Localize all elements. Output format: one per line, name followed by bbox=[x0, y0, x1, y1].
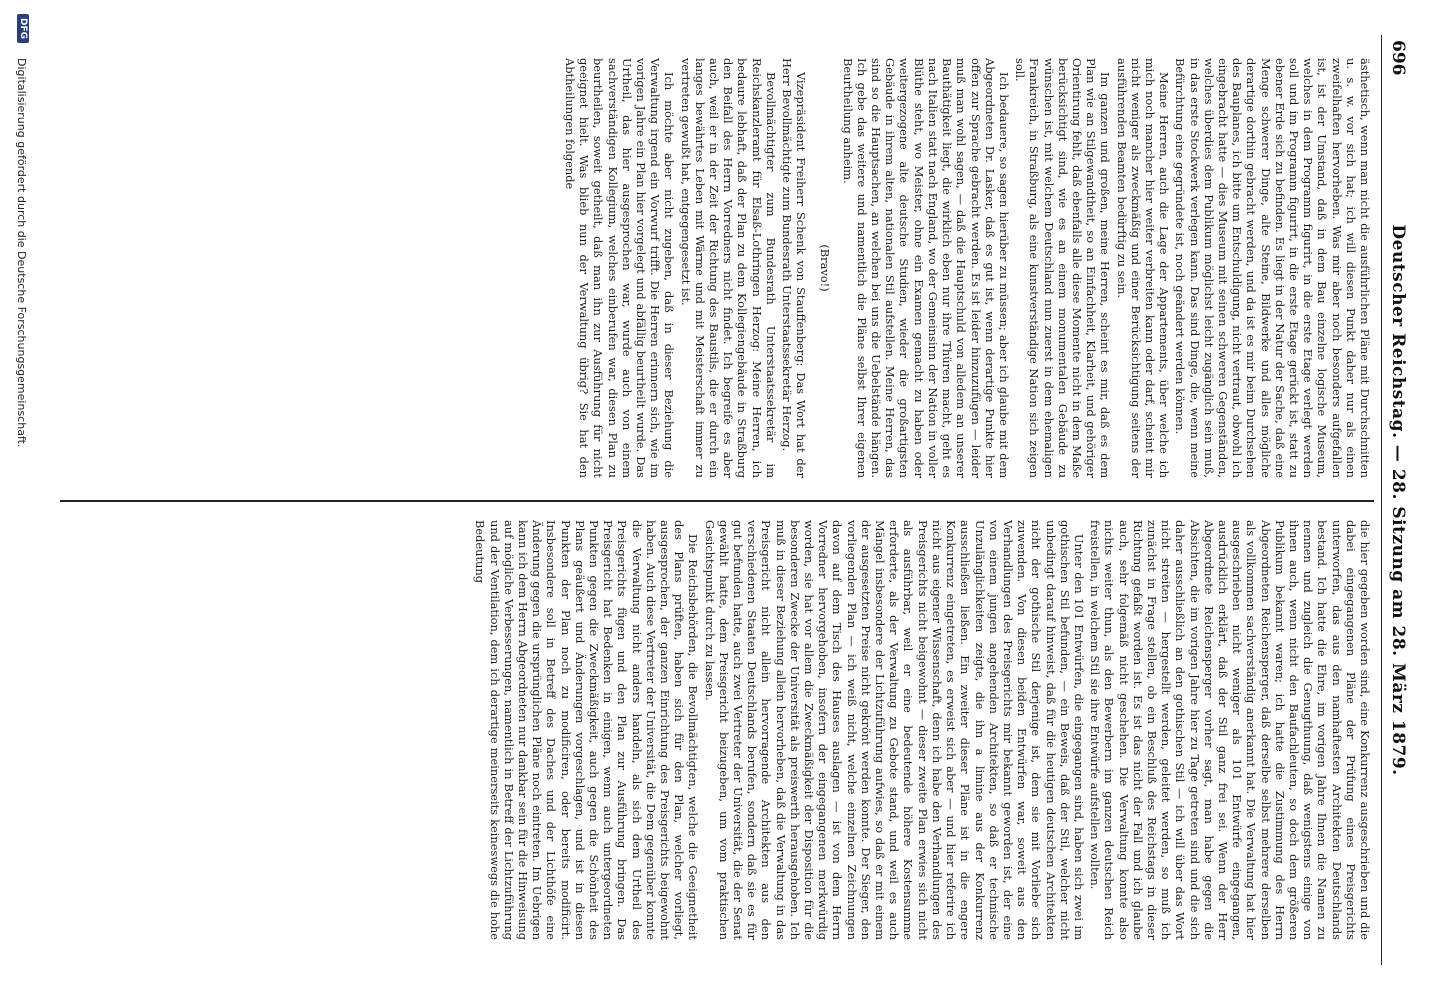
applause-note: (Bravo!) bbox=[818, 244, 833, 292]
paragraph: Unter den 101 Entwürfen, die eingegangen sind, haben sich zwei im gothischen Stil befunden, — ein Beweis, daß der Stil, welcher nicht unbedingt darauf hinweist, daß für die heutigen deutschen Architekten nicht der gothische Stil derjenige ist, dem sie mit Vorliebe sich zuwenden. Von diesen beiden Entwürfen war, soweit aus den Verhandlungen des Preisgerichts mir bekannt geworden ist, der eine von einem jungen angehenden Architekten, so daß er technische Unzulänglichkeiten zeigte, die ihn a limine aus der Konkurrenz ausschließen ließen. Ein zweiter dieser Pläne ist in die engere Konkurrenz eingetreten, es erweist sich aber — und hier referire ich nicht aus eigener Wissenschaft, denn ich habe den Verhandlungen des Preisgerichts nicht beigewohnt — dieser zweite Plan erwies sich nicht als ausführbar, weil er eine bedeutende höhere Kostensumme erforderte, als der Verwaltung zu Gebote stand, und weil es auch Mängel insbesondere der Lichtzuführung aufwies, so daß er mit einem der ausgesetzten Preise nicht gekrönt werden konnte. Der Sieger, den vorliegenden Plan — ich weiß nicht, welche einzelnen Zeichnungen davon auf dem Tisch des Hauses auslagen — ist von dem Herrn Vorredner hervorgehoben, insofern der eingegangenen merkwürdig worden, sie hat vor allem die Zweckmäßigkeit der Disposition für die besonderen Zwecke der Universität als preiswerth herausgehoben. Ich muß in dieser Beziehung allein hervorheben, daß die Verwaltung in das Preisgericht nicht allein hervorragende Architekten aus den verschiedenen Staaten Deutschlands berufen, sondern daß sie es für gut befunden hatte, auch zwei Vertreter der Universität, die der Senat gewählt hatte, dem Preisgericht beizugeben, um vom praktischen Gesichtspunkt durch zu lassen. bbox=[702, 520, 1086, 940]
paragraph: Ich bedauere, so sagen hierüber zu müssen; aber ich glaube mit dem Abgeordneten Dr. Lasker, daß es gut ist, wenn derartige Punkte hier offen zur Sprache gebracht werden. Es ist leider hinzuzufügen — leider muß man wohl sagen, — daß die Hauptschuld von alledem an unserer Bauthätigkeit liegt, die wirklich eben nur ihre Thüren macht, geht es nach Italien statt nach England, wo der Gemeinsinn der Nation in voller Blüthe steht, wo Meister, ohne ein Examen gemacht zu haben oder weitergezogene alte deutsche Studien, wieder die großartigsten Gebäude in ihrem alten, nationalen Stil aufstellen. Meine Herren, das sind so die Hauptsachen, an welchen bei uns die Uebelstände hängen. Ich gebe das weitere und namentlich die Pläne selbst Ihrer eigenen Beurtheilung anheim. bbox=[840, 58, 1011, 478]
right-column bbox=[471, 520, 1372, 940]
dfg-logo-badge: DFG bbox=[17, 14, 29, 43]
page-header bbox=[1380, 40, 1410, 960]
paragraph: Im ganzen und großen, meine Herren, scheint es mir, daß es dem Plan wie an Stilgewandtheit, so an Einfachheit, Klarheit, und gehöriger Orientirung fehlt, daß ebenfalls alle diese Momente nicht in dem Maße berücksichtigt sind, wie es an einem monumentalen Gebäude zu wünschen ist, mit welchem Deutschland nun zuerst in dem ehemaligen Frankreich, in Straßburg, als eine kunstverständige Nation sich zeigen soll. bbox=[1013, 58, 1113, 478]
page-number: 696 bbox=[1388, 40, 1408, 76]
page-title: Deutscher Reichstag. — 28. Sitzung am 28. März 1879. bbox=[1388, 224, 1408, 776]
column-divider bbox=[60, 500, 1374, 502]
paragraph: Vizepräsident Freiherr Schenk von Stauffenberg: Das Wort hat der Herr Bevollmächtigte zum Bundesrath Unterstaatssekretär Herzog. bbox=[780, 58, 809, 478]
paragraph: ästhetisch, wenn man nicht die ausführlichen Pläne mit Durchschnitten u. s. w. vor sich hat; ich will diesen Punkt daher nur als einen zweifelhaften hervorheben. Was mir aber noch besonders aufgefallen ist, ist der Umstand, daß in dem Bau einzelne logische Museum, welches in dem Programm figurirt, in die erste Etage verlegt werden soll und im Programm figurirt, in die erste Etage gerückt ist, statt zu ebener Erde sich zu befinden. Es liegt in der Natur der Sache, daß eine Menge schwerer Dinge, alte Steine, Bildwerke und alles mögliche derartige dorthin gebracht werden, und da ist es mir beim Durchsehen des Bauplanes, ich bitte um Entschuldigung, nicht vertraut, obwohl ich eingebracht hatte — dies Museum mit seinen schweren Gegenständen, welches überdies dem Publikum möglichst leicht zugänglich sein muß, in das erste Stockwerk verlegen kann. Das sind Dinge, die, wenn meine Befürchtung eine gegründete ist, noch geändert werden können. bbox=[1173, 58, 1372, 478]
paragraph: die hier gegeben worden sind, eine Konkurrenz ausgeschrieben und die dabei eingegangenen Pläne der Prüfung eines Preisgerichts unterworfen, das aus den namhaftesten Architekten Deutschlands bestand. Ich hatte die Ehre, im vorigen Jahre Ihnen die Namen zu nennen und zugleich die Genugthuung, daß wenigstens einige von ihnen auch, wenn nicht den Baufachleuten, so doch dem größeren Publikum bekannt waren; ich hatte die Zustimmung des Herrn Abgeordneten Reichensperger, daß derselbe selbst mehrere derselben als vollkommen sachverständig anerkannt hat. Die Verwaltung hat hier ausgeschrieben nicht weniger als 101 Entwürfe eingegangen, ausdrücklich erklärt, daß der Stil ganz frei sei. Wenn der Herr Abgeordnete Reichensperger vorher sagt, man habe gegen die Absichten, die im vorigen Jahre hier zu Tage getreten sind und die sich daher ausschließlich an den gothischen Stil — ich will über das Wort nicht streiten — hergestellt werden, geleitet werden, so muß ich zunächst in Frage stellen, ob ein Beschluß des Reichstags in dieser Richtung gefaßt worden ist. Es ist das nicht der Fall und ich glaube auch, sehr folgemäß nicht geschehen. Die Verwaltung konnte also nichts weiter thun, als den Bewerbern im ganzen deutschen Reich freistellen, in welchem Stil sie ihre Entwürfe aufstellen wollten. bbox=[1088, 520, 1372, 940]
funding-note: Digitalisierung gefördert durch die Deutsche Forschungsgemeinschaft. bbox=[15, 58, 28, 448]
header-rule bbox=[1381, 35, 1382, 965]
paragraph: Ich möchte aber nicht zugeben, daß in dieser Beziehung die Verwaltung irgend ein Vorwurf trifft. Die Herren erinnern sich, wie im vorigen Jahre ein Plan hier vorgelegt und abfällig beurtheilt wurde. Das Urtheil, das hier ausgesprochen war, wurde auch von einem sachverständigen Kollegium, welches einberufen war, diesen Plan zu beurtheilen, soweit getheilt, daß man ihn zur Ausführung für nicht geeignet hielt. Was blieb nun der Verwaltung übrig? Sie hat den Abtheilungen folgende bbox=[563, 58, 677, 478]
paragraph: Die Reichsbehörden, die Bevollmächtigten, welche die Geeignetheit des Plans prüften, haben sich für den Plan, welcher vorliegt, ausgesprochen, der ganzen Einrichtung des Preisgerichts beigewohnt haben. Auch diese Vertreter der Universität, die Dem gegenüber konnte die Verwaltung nicht anders handeln, als sich dem Urtheil des Preisgerichts fügen und den Plan zur Ausführung bringen. Das Preisgericht hat Bedenken in einigen, wenn auch untergeordneten Punkten gegen die Zweckmäßigkeit, auch gegen die Schönheit des Plans geäußert und Änderungen vorgeschlagen, und ist in diesen Punkten der Plan noch zu modificiren, oder bereits modificirt. Insbesondere soll in Betreff des Daches und der Lichthöfe eine Änderung gegen die ursprünglichen Pläne noch eintreten. Im Uebrigen kann ich dem Herrn Abgeordneten nur dankbar sein für die Hinweisung auf mögliche Verbesserungen, namentlich in Betreff der Lichtzuführung und der Ventilation, dem ich derartige meinerseits keineswegs die hohe Bedeutung bbox=[473, 520, 701, 940]
left-column bbox=[561, 58, 1372, 478]
paragraph: Meine Herren, auch die Lage der Appartements, über welche ich mich noch mancher hier weiter verbreiten kann oder darf, scheint mir nicht weniger als zweckmäßig und einer Berücksichtigung seitens der ausführenden Beamten bedürftig zu sein. bbox=[1114, 58, 1172, 478]
page-footer bbox=[10, 0, 30, 1000]
paragraph: Bevollmächtigter zum Bundesrath Unterstaatssekretär im Reichskanzleramt für Elsaß-Lothringen Herzog: Meine Herren, ich bedaure lebhaft, daß der Plan zu dem Kollegiengebäude in Straßburg den Beifall des Herrn Vorredners nicht findet. Ich begreife es aber auch, weil er in der Zeit der Richtung des Baustils, die er durch ein langes bewährtes Leben mit Wärme und mit Meisterschaft immer zu vertreten gewußt hat, entgegengesetzt ist. bbox=[678, 58, 778, 478]
